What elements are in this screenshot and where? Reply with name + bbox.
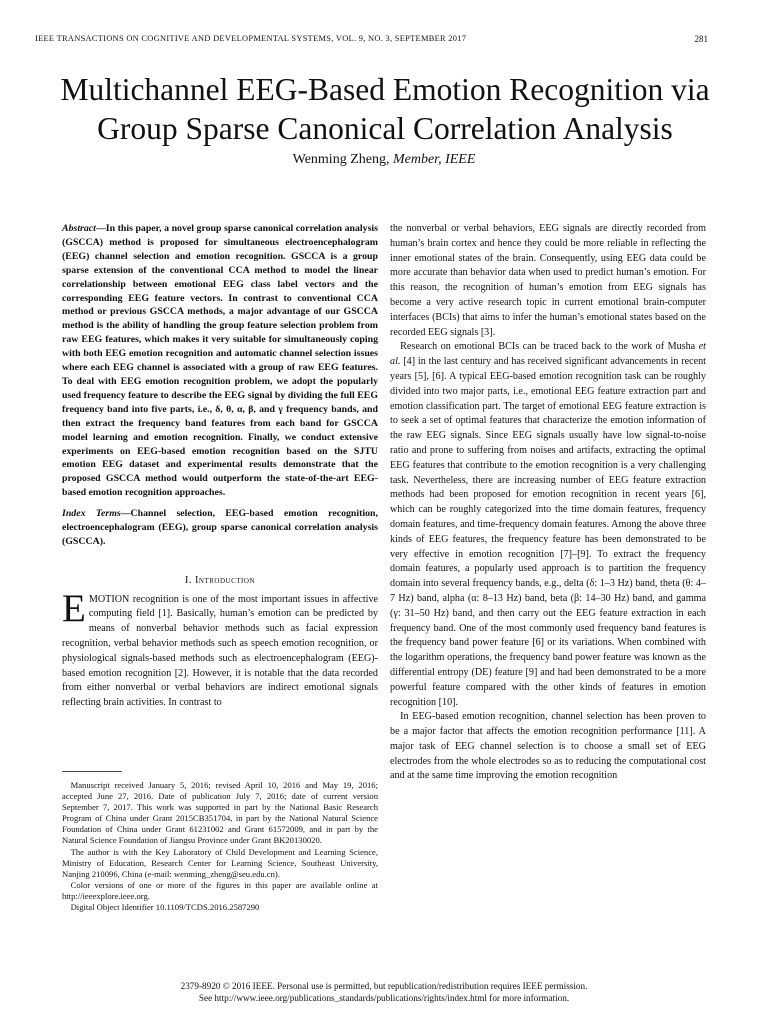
et-al: et al. xyxy=(390,341,706,368)
section-number: I. xyxy=(185,574,192,586)
copyright-footer xyxy=(0,980,768,1004)
index-terms xyxy=(62,507,378,549)
abstract xyxy=(62,222,378,500)
body-paragraph-2-rest: [4] in the last century and has received significant advancements in recent years [5], [6]. A typical EEG-based emotion recognition task can be roughly divided into two major parts, i.e., emotional EEG feature extraction part and emotion classification part. The target of emotional EEG feature extraction is to seek a set of optimal features that characterize the emotion information of the raw EEG signals. Since EEG signals usually have low signal-to-noise ratio and prone to suffering from noises and artifacts, extracting the optimal EEG features that contribute to the emotion recognition is a very challenging task. Nevertheless, there are increasing number of EEG feature extraction methods had been proposed for emotion recognition in recent years [6], which can be roughly categorized into the time domain features, frequency domain features, and time-frequency domain features. Among the above three kinds of EEG features, the frequency feature has been demonstrated to be very effective in emotion recognition [7]–[9]. To extract the frequency domain features, a popularly used approach is to partition the frequency domain into several frequency bands, e.g., delta (δ: 1–3 Hz) band, theta (θ: 4–7 Hz) band, alpha (α: 8–13 Hz) band, beta (β: 14–30 Hz) band, and gamma (γ: 31–50 Hz) band, and then carry out the EEG feature extraction in each frequency band. One of the most commonly used frequency band features is the frequency band power feature [6] or its variations. When combined with the logarithm operations, the frequency band power feature was known as the differential entropy (DE) feature [9] and had been demonstrated to be a more powerful feature compared with the other kinds of features in emotion recognition [10]. xyxy=(390,356,706,708)
body-paragraph-1: the nonverbal or verbal behaviors, EEG signals are directly recorded from human’s brain cortex and hence they could be more reliable in reflecting the inner emotional states of the brain. Consequently, using EEG data could be more accurate than behavior data when used to predict human’s emotion. For this reason, the recognition of human’s emotion from EEG signals has become a very active research topic in current emotional brain-computer interfaces (BCIs) that aims to infer the human’s emotional states based on the recorded EEG signals [3]. xyxy=(390,223,706,338)
intro-first-word: MOTION xyxy=(88,593,130,605)
paper-title-line-1: Multichannel EEG-Based Emotion Recognition via xyxy=(60,72,710,107)
intro-paragraph xyxy=(62,586,378,711)
footnote-rule xyxy=(62,771,122,772)
page-number: 281 xyxy=(694,34,708,44)
left-column xyxy=(62,222,378,711)
right-column xyxy=(390,222,706,784)
running-head: IEEE TRANSACTIONS ON COGNITIVE AND DEVELOPMENTAL SYSTEMS, VOL. 9, NO. 3, SEPTEMBER 2017 xyxy=(35,34,467,43)
section-heading xyxy=(62,574,378,589)
footnote-author-info: The author is with the Key Laboratory of Child Development and Learning Science, Ministry of Education, Research Center for Learning Science, Southeast University, Nanjing 210096, China (e-mail: wenming_zheng@seu.edu.cn). xyxy=(62,846,378,879)
abstract-text: —In this paper, a novel group sparse canonical correlation analysis (GSCCA) method is proposed for simultaneous electroencephalogram (EEG) channel selection and emotion recognition. GSCCA is a group sparse extension of the conventional CCA method to model the linear correlationship between emotional EEG class label vectors and the corresponding EEG feature vectors. In contrast to conventional CCA method or previous GSCCA methods, a major advantage of our GSCCA method is the ability of handling the group feature selection problem from raw EEG features, which makes it very suitable for simultaneously coping with both EEG emotion recognition and automatic channel selection issues where each EEG channel is associated with a group of raw EEG features. To deal with EEG emotion recognition problem, we adopt the popularly used frequency feature to describe the EEG signal by dividing the full EEG frequency band into five parts, i.e., δ, θ, α, β, and γ frequency bands, and then extract the frequency band features from each band for GSCCA model learning and emotion recognition. Finally, we conduct extensive experiments on EEG-based emotion recognition based on the SJTU emotion EEG dataset and experimental results demonstrate that the proposed GSCCA method would outperform the state-of-the-art EEG-based emotion recognition approaches. xyxy=(62,223,378,499)
footnote-block xyxy=(62,780,378,913)
index-terms-label: Index Terms xyxy=(62,508,121,520)
copyright-line-2: See http://www.ieee.org/publications_standards/publications/rights/index.html for more information. xyxy=(198,993,570,1003)
body-paragraph-3: In EEG-based emotion recognition, channel selection has been proven to be a major factor that affects the emotion recognition performance [11]. A major task of EEG channel selection is to choose a small set of EEG electrodes from the whole electrodes so as to reducing the computational cost and at the same time improving the emotion recognition xyxy=(390,711,706,782)
paper-title-line-2: Group Sparse Canonical Correlation Analysis xyxy=(97,111,673,146)
author-line xyxy=(0,152,768,168)
index-terms-text: —Channel selection, EEG-based emotion recognition, electroencephalogram (EEG), group sparse canonical correlation analysis (GSCCA). xyxy=(62,508,378,547)
intro-text: recognition is one of the most important issues in affective computing field [1]. Basically, human’s emotion can be predicted by means of nonverbal behavior methods such as facial expression recognition, verbal behavior methods such as speech emotion recognition, or physiological signals-based methods such as electroencephalogram (EEG)-based emotion recognition [2]. However, it is notable that the data recorded from either nonverbal or verbal behaviors are indirect emotional signals reflecting brain activities. In contrast to xyxy=(62,593,378,709)
footnote-color-versions: Color versions of one or more of the figures in this paper are available online at http://ieeexplore.ieee.org. xyxy=(62,879,378,901)
author-name: Wenming Zheng, xyxy=(292,152,393,167)
author-affiliation: Member, IEEE xyxy=(392,152,476,167)
body-paragraph-2 xyxy=(390,340,706,710)
abstract-label: Abstract xyxy=(62,223,96,234)
paper-title xyxy=(30,70,740,148)
copyright-line-1: 2379-8920 © 2016 IEEE. Personal use is permitted, but republication/redistribution requires IEEE permission. xyxy=(180,981,588,991)
body-paragraph-2-start: Research on emotional BCIs can be traced back to the work of Musha xyxy=(400,341,699,353)
footnote-received: Manuscript received January 5, 2016; revised April 10, 2016 and May 19, 2016; accepted June 27, 2016. Date of publication July 7, 2016; date of current version September 7, 2017. This work was supported in part by the National Basic Research Program of China under Grant 2015CB351704, in part by the National Natural Science Foundation of China under Grant 61231002 and Grant 61572009, and in part by the Natural Science Foundation of Jiangsu Province under Grant BK20130020. xyxy=(62,780,378,846)
drop-cap: E xyxy=(62,586,86,630)
section-title: Introduction xyxy=(195,574,255,586)
footnote-doi: Digital Object Identifier 10.1109/TCDS.2016.2587290 xyxy=(70,902,260,913)
